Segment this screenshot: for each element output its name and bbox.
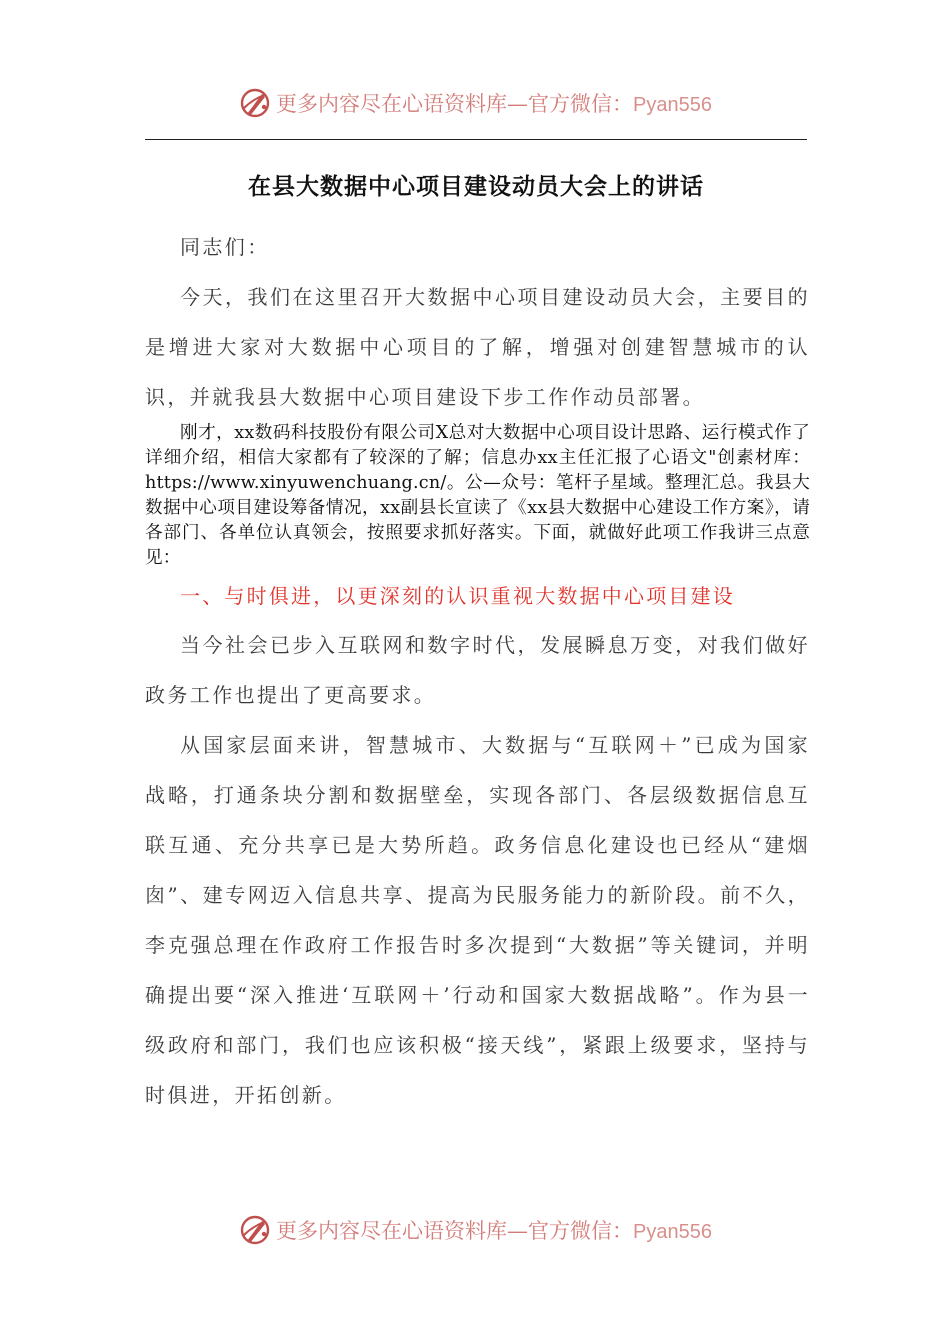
footer-banner-slogan: 更多内容尽在心语资料库—官方微信： <box>276 1219 634 1243</box>
paragraph-1: 今天，我们在这里召开大数据中心项目建设动员大会，主要目的是增进大家对大数据中心项目的了解，增强对创建智慧城市的认识，并就我县大数据中心项目建设下步工作作动员部署。 <box>145 285 810 409</box>
footer-banner <box>0 1210 950 1250</box>
greeting <box>145 222 810 272</box>
paragraph-4: 从国家层面来讲，智慧城市、大数据与“互联网＋”已成为国家战略，打通条块分割和数据壁垒，实现各部门、各层级数据信息互联互通、充分共享已是大势所趋。政务信息化建设也已经从“建烟囱”、建专网迈入信息共享、提高为民服务能力的新阶段。前不久，李克强总理在作政府工作报告时多次提到“大数据”等关键词，并明确提出要“深入推进‘互联网＋’行动和国家大数据战略”。作为县一级政府和部门，我们也应该积极“接天线”，紧跟上级要求，坚持与时俱进，开拓创新。 <box>145 733 810 1107</box>
footer-banner-text <box>276 1215 712 1245</box>
header-wechat-id: Pyan556 <box>633 94 712 116</box>
footer-wechat-id: Pyan556 <box>633 1221 712 1243</box>
section-heading-1: 一、与时俱进，以更深刻的认识重视大数据中心项目建设 <box>180 584 735 608</box>
document-title: 在县大数据中心项目建设动员大会上的讲话 <box>248 174 704 200</box>
header-rule <box>145 139 807 140</box>
pen-logo-icon <box>238 1213 272 1247</box>
header-banner <box>0 83 950 123</box>
greeting-text: 同志们： <box>180 235 270 259</box>
pen-logo-icon <box>238 86 272 120</box>
header-banner-text <box>276 88 712 118</box>
header-banner-slogan: 更多内容尽在心语资料库—官方微信： <box>276 92 634 116</box>
paragraph-3: 当今社会已步入互联网和数字时代，发展瞬息万变，对我们做好政务工作也提出了更高要求。 <box>145 633 810 707</box>
paragraph-2: 刚才，xx数码科技股份有限公司X总对大数据中心项目设计思路、运行模式作了详细介绍，相信大家都有了较深的了解；信息办xx主任汇报了心语文"创素材库：https://www.xinyuwenchuang.cn/。公—众号：笔杆子星域。整理汇总。我县大数据中心项目建设筹备情况，xx副县长宣读了《xx县大数据中心建设工作方案》，请各部门、各单位认真领会，按照要求抓好落实。下面，就做好此项工作我讲三点意见： <box>145 423 810 568</box>
